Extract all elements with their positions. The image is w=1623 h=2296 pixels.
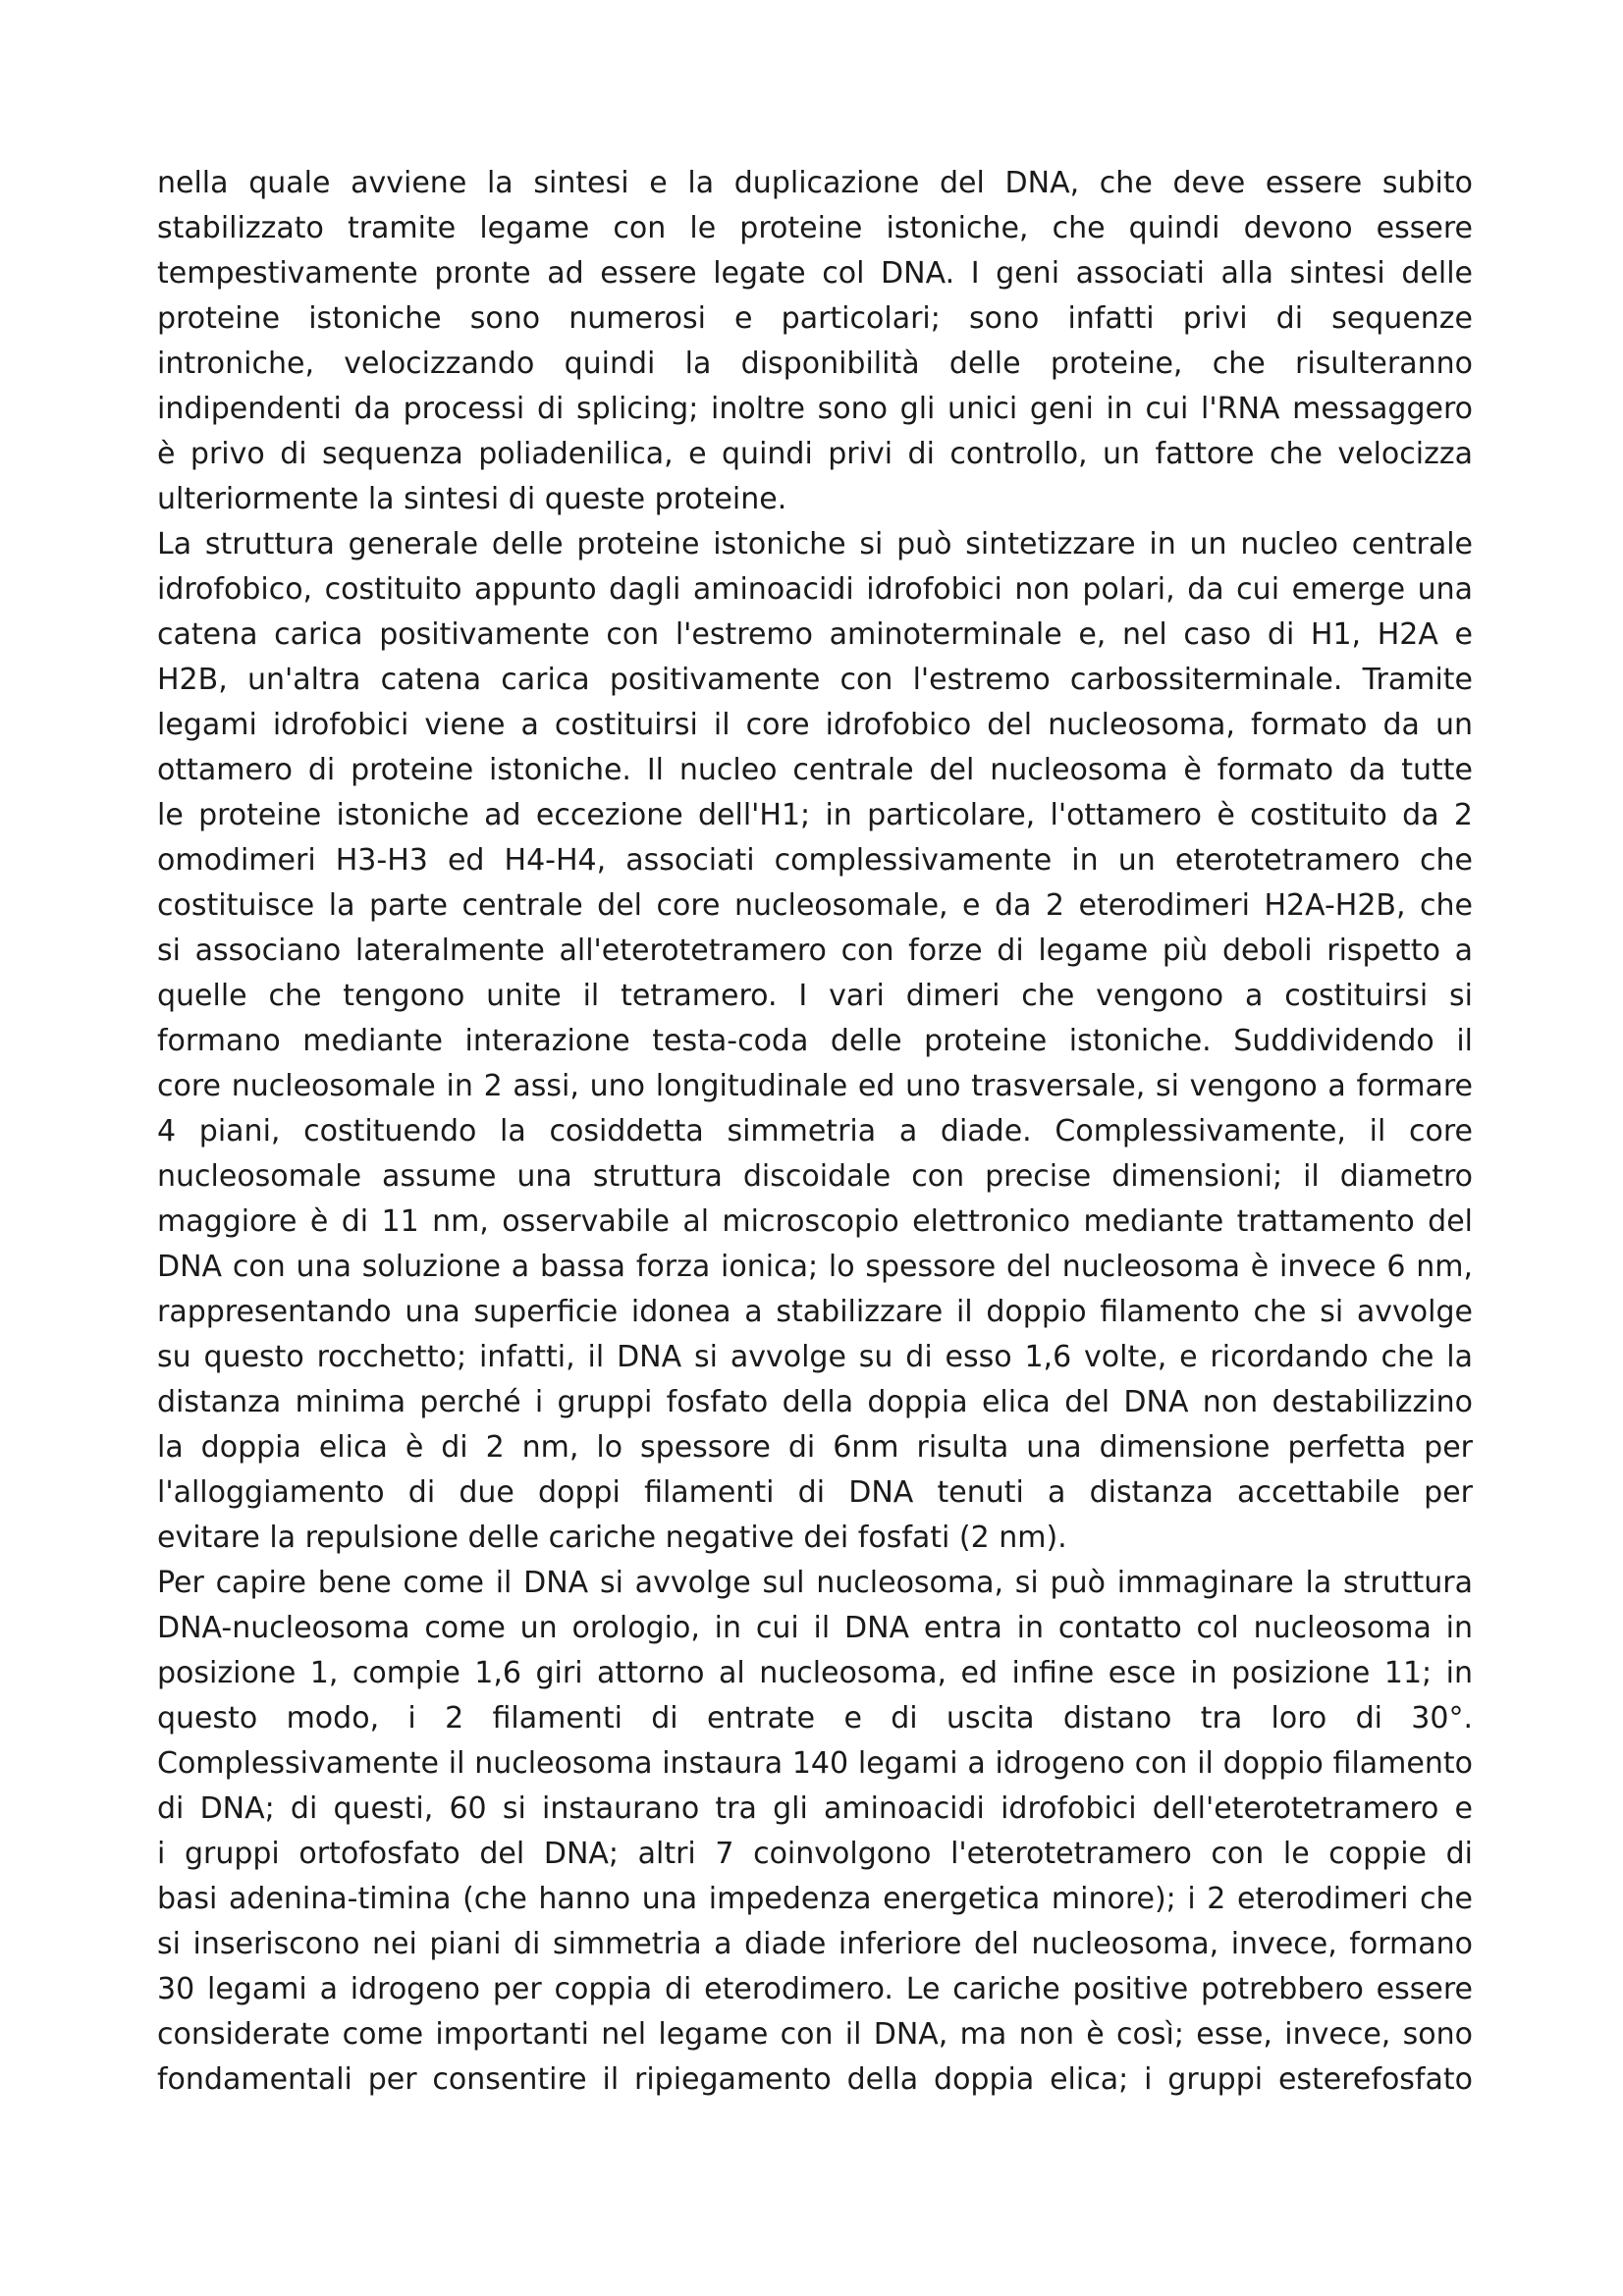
text-line: nucleosomale assume una struttura discoidale con precise dimensioni; il diametro <box>157 1159 1473 1194</box>
paragraph-histone-structure <box>157 522 1473 1561</box>
text-line: posizione 1, compie 1,6 giri attorno al nucleosoma, ed infine esce in posizione 11; in <box>157 1656 1473 1690</box>
text-line: omodimeri H3-H3 ed H4-H4, associati complessivamente in un eterotetramero che <box>157 843 1473 878</box>
text-line: H2B, un'altra catena carica positivamente con l'estremo carbossiterminale. Tramite <box>157 663 1473 697</box>
text-line: core nucleosomale in 2 assi, uno longitudinale ed uno trasversale, si vengono a formare <box>157 1069 1473 1103</box>
text-line: costituisce la parte centrale del core nucleosomale, e da 2 eterodimeri H2A-H2B, che <box>157 888 1473 923</box>
text-line: stabilizzato tramite legame con le proteine istoniche, che quindi devono essere <box>157 211 1473 245</box>
text-line: è privo di sequenza poliadenilica, e quindi privi di controllo, un fattore che velocizza <box>157 437 1473 471</box>
text-line: i gruppi ortofosfato del DNA; altri 7 coinvolgono l'eterotetramero con le coppie di <box>157 1837 1473 1871</box>
text-line: formano mediante interazione testa-coda delle proteine istoniche. Suddividendo il <box>157 1024 1473 1058</box>
text-line: si associano lateralmente all'eterotetramero con forze di legame più deboli rispetto a <box>157 934 1473 968</box>
text-line: tempestivamente pronte ad essere legate col DNA. I geni associati alla sintesi delle <box>157 256 1473 291</box>
text-line: nella quale avviene la sintesi e la duplicazione del DNA, che deve essere subito <box>157 166 1473 200</box>
text-line: distanza minima perché i gruppi fosfato della doppia elica del DNA non destabilizzino <box>157 1385 1473 1419</box>
text-line: DNA-nucleosoma come un orologio, in cui il DNA entra in contatto col nucleosoma in <box>157 1611 1473 1645</box>
text-line: 4 piani, costituendo la cosiddetta simmetria a diade. Complessivamente, il core <box>157 1114 1473 1148</box>
text-line: evitare la repulsione delle cariche negative dei fosfati (2 nm). <box>157 1521 1067 1555</box>
text-line: rappresentando una superficie idonea a stabilizzare il doppio filamento che si avvolge <box>157 1295 1473 1329</box>
text-line: su questo rocchetto; infatti, il DNA si avvolge su di esso 1,6 volte, e ricordando che la <box>157 1340 1473 1374</box>
text-line: Complessivamente il nucleosoma instaura 140 legami a idrogeno con il doppio filamento <box>157 1746 1473 1781</box>
paragraph-dna-nucleosome-wrapping <box>157 1561 1473 2103</box>
text-line: l'alloggiamento di due doppi filamenti di DNA tenuti a distanza accettabile per <box>157 1475 1473 1510</box>
text-line: ottamero di proteine istoniche. Il nucleo centrale del nucleosoma è formato da tutte <box>157 753 1473 787</box>
text-line: indipendenti da processi di splicing; inoltre sono gli unici geni in cui l'RNA messaggero <box>157 392 1473 426</box>
text-line: quelle che tengono unite il tetramero. I vari dimeri che vengono a costituirsi si <box>157 979 1473 1013</box>
text-line: fondamentali per consentire il ripiegamento della doppia elica; i gruppi esterefosfato <box>157 2062 1473 2097</box>
text-line: considerate come importanti nel legame con il DNA, ma non è così; esse, invece, sono <box>157 2017 1473 2052</box>
text-line: DNA con una soluzione a bassa forza ionica; lo spessore del nucleosoma è invece 6 nm, <box>157 1250 1473 1284</box>
text-line: la doppia elica è di 2 nm, lo spessore di 6nm risulta una dimensione perfetta per <box>157 1430 1473 1465</box>
text-line: di DNA; di questi, 60 si instaurano tra gli aminoacidi idrofobici dell'eterotetramero e <box>157 1791 1473 1826</box>
text-line: 30 legami a idrogeno per coppia di eterodimero. Le cariche positive potrebbero essere <box>157 1972 1473 2006</box>
text-line: ulteriormente la sintesi di queste proteine. <box>157 482 787 516</box>
text-line: maggiore è di 11 nm, osservabile al microscopio elettronico mediante trattamento del <box>157 1204 1473 1239</box>
text-line: basi adenina-timina (che hanno una impedenza energetica minore); i 2 eterodimeri che <box>157 1882 1473 1916</box>
text-line: proteine istoniche sono numerosi e particolari; sono infatti privi di sequenze <box>157 301 1473 336</box>
text-line: questo modo, i 2 filamenti di entrate e di uscita distano tra loro di 30°. <box>157 1701 1473 1735</box>
text-line: legami idrofobici viene a costituirsi il core idrofobico del nucleosoma, formato da un <box>157 708 1473 742</box>
text-line: catena carica positivamente con l'estremo aminoterminale e, nel caso di H1, H2A e <box>157 617 1473 652</box>
document-body <box>157 161 1473 2103</box>
text-line: le proteine istoniche ad eccezione dell'H1; in particolare, l'ottamero è costituito da 2 <box>157 798 1473 832</box>
text-line: Per capire bene come il DNA si avvolge sul nucleosoma, si può immaginare la struttura <box>157 1566 1473 1600</box>
text-line: idrofobico, costituito appunto dagli aminoacidi idrofobici non polari, da cui emerge una <box>157 572 1473 607</box>
text-line: si inseriscono nei piani di simmetria a diade inferiore del nucleosoma, invece, formano <box>157 1927 1473 1961</box>
paragraph-histone-gene-synthesis <box>157 161 1473 522</box>
text-line: introniche, velocizzando quindi la disponibilità delle proteine, che risulteranno <box>157 347 1473 381</box>
text-line: La struttura generale delle proteine istoniche si può sintetizzare in un nucleo centrale <box>157 527 1473 561</box>
